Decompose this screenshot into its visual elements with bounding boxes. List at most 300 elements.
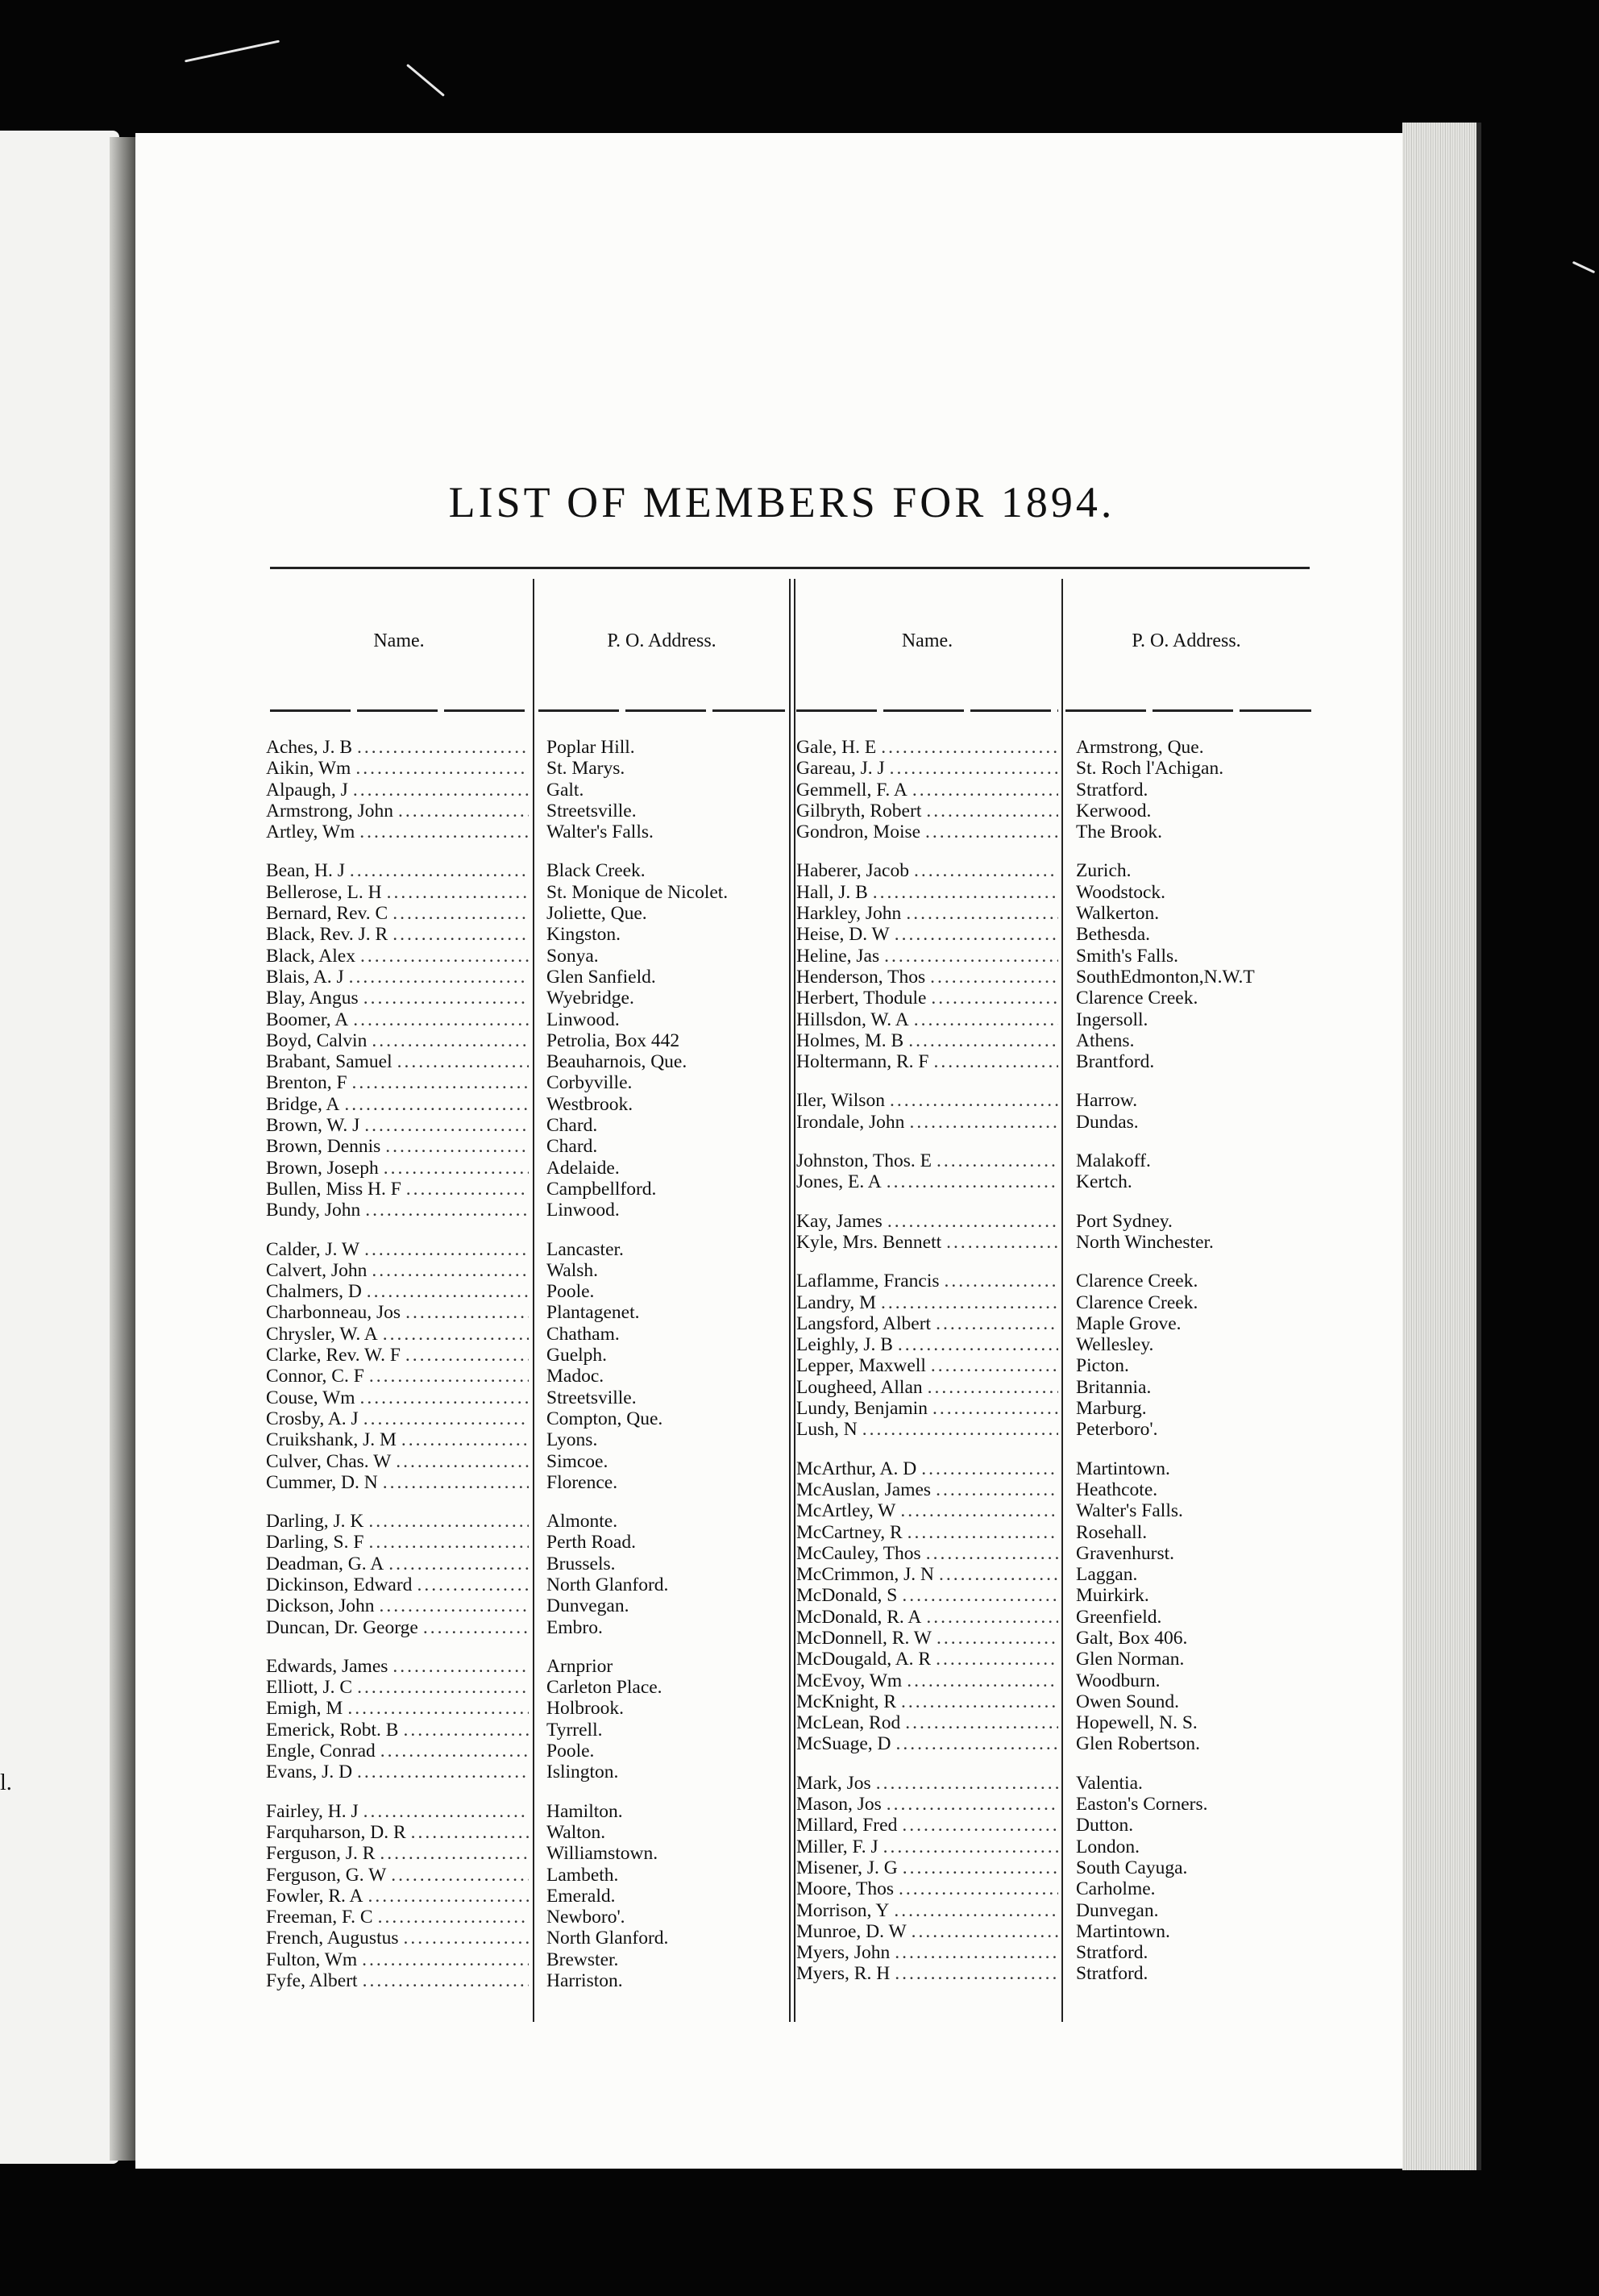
leader-dots <box>384 1554 529 1574</box>
leader-dots <box>909 1009 1058 1030</box>
member-address: Lyons. <box>546 1429 598 1451</box>
member-name: Johnston, Thos. E <box>796 1150 932 1172</box>
member-name-row <box>796 1398 1058 1419</box>
leader-dots <box>868 882 1058 903</box>
member-name: Elliott, J. C <box>266 1677 353 1699</box>
member-address: Walton. <box>546 1821 606 1843</box>
member-name: Black, Rev. J. R <box>266 924 388 946</box>
leader-dots <box>345 860 529 881</box>
leader-dots <box>355 946 529 967</box>
member-name: Culver, Chas. W <box>266 1450 392 1472</box>
member-address: Linwood. <box>546 1200 620 1221</box>
member-name: Mason, Jos <box>796 1794 882 1816</box>
member-name-row <box>266 780 529 801</box>
member-name: Langsford, Albert <box>796 1312 932 1334</box>
member-name: Clarke, Rev. W. F <box>266 1345 401 1366</box>
member-name-row <box>796 1500 1058 1521</box>
member-address: Harriston. <box>546 1970 623 1992</box>
leader-dots <box>921 1607 1058 1628</box>
member-name-row <box>266 860 529 881</box>
member-name: Aikin, Wm <box>266 758 351 780</box>
leader-dots <box>355 821 529 842</box>
member-address: Port Sydney. <box>1076 1210 1173 1232</box>
leader-dots <box>940 1271 1059 1292</box>
leader-dots <box>376 1741 529 1762</box>
leader-dots <box>347 1072 529 1093</box>
member-name-row <box>796 1030 1058 1051</box>
member-address: Clarence Creek. <box>1076 988 1198 1009</box>
member-name: Lepper, Maxwell <box>796 1355 926 1377</box>
leader-dots <box>897 1815 1058 1836</box>
member-address: Corbyville. <box>546 1072 633 1094</box>
member-name-row <box>796 988 1058 1009</box>
member-address: Perth Road. <box>546 1532 636 1554</box>
member-name: Hillsdon, W. A <box>796 1009 909 1030</box>
leader-dots <box>928 1398 1058 1419</box>
leader-dots <box>359 1115 529 1136</box>
member-name-row <box>796 1733 1058 1754</box>
leader-dots <box>931 1313 1058 1334</box>
leader-dots <box>890 924 1058 945</box>
member-name: McArthur, A. D <box>796 1458 917 1479</box>
right-addresses-column <box>1076 737 1318 1985</box>
member-name-row <box>796 1479 1058 1500</box>
member-name: Lundy, Benjamin <box>796 1398 928 1420</box>
member-name: Holtermann, R. F <box>796 1051 929 1073</box>
member-name: Chrysler, W. A <box>266 1323 378 1345</box>
leader-dots <box>891 1733 1058 1754</box>
film-scratch <box>185 40 280 63</box>
member-name-row <box>796 1522 1058 1543</box>
member-address: Dundas. <box>1076 1111 1139 1133</box>
leader-dots <box>375 1843 529 1864</box>
member-name: Chalmers, D <box>266 1281 362 1303</box>
member-name: Kyle, Mrs. Bennett <box>796 1231 942 1253</box>
member-name-row <box>266 1554 529 1574</box>
member-name: Alpaugh, J <box>266 779 348 801</box>
member-name: Emigh, M <box>266 1698 343 1720</box>
member-name-row <box>796 1773 1058 1794</box>
member-name: Iler, Wilson <box>796 1090 885 1112</box>
member-name: Brown, Joseph <box>266 1157 379 1179</box>
leader-dots <box>907 780 1058 801</box>
member-address: Sonya. <box>546 945 599 967</box>
member-name: Myers, R. H <box>796 1963 891 1985</box>
member-address: Martintown. <box>1076 1458 1170 1479</box>
member-name: Lush, N <box>796 1419 858 1441</box>
member-name: Gemmell, F. A <box>796 779 907 801</box>
member-name-row <box>796 1670 1058 1691</box>
leader-dots <box>871 1773 1058 1794</box>
leader-dots <box>364 1366 529 1387</box>
member-address: Wyebridge. <box>546 988 634 1009</box>
leader-dots <box>378 1324 529 1345</box>
member-name: Morrison, Y <box>796 1899 890 1921</box>
member-name-row <box>796 882 1058 903</box>
member-name-row <box>266 1886 529 1907</box>
member-address: Smith's Falls. <box>1076 945 1178 967</box>
leader-dots <box>388 903 529 924</box>
member-name: Bean, H. J <box>266 860 345 882</box>
member-name-row <box>266 1532 529 1553</box>
member-address: Embro. <box>546 1616 603 1638</box>
member-name-row <box>796 1271 1058 1292</box>
member-name-row <box>796 1564 1058 1585</box>
member-address: Brewster. <box>546 1949 619 1970</box>
member-name: Brenton, F <box>266 1072 347 1094</box>
member-name: McDougald, A. R <box>796 1649 932 1670</box>
member-name: Holmes, M. B <box>796 1029 904 1051</box>
leader-dots <box>920 821 1058 842</box>
member-name: McEvoy, Wm <box>796 1670 903 1691</box>
member-name: Couse, Wm <box>266 1387 355 1408</box>
member-address: The Brook. <box>1076 821 1163 843</box>
leader-dots <box>921 801 1058 821</box>
member-name-row <box>796 903 1058 924</box>
member-address: Brussels. <box>546 1553 616 1574</box>
member-address: Beauharnois, Que. <box>546 1051 687 1073</box>
member-name-row <box>266 1865 529 1886</box>
member-name: Bullen, Miss H. F <box>266 1178 401 1200</box>
member-address: Adelaide. <box>546 1157 620 1179</box>
member-name-row <box>266 801 529 821</box>
member-name: Bellerose, L. H <box>266 881 382 903</box>
member-name: McCrimmon, J. N <box>796 1564 935 1586</box>
leader-dots <box>374 1595 529 1616</box>
member-name-row <box>266 1677 529 1698</box>
member-name-row <box>796 1150 1058 1171</box>
leader-dots <box>916 1458 1058 1479</box>
member-address: Chard. <box>546 1115 598 1137</box>
leader-dots <box>380 1136 529 1157</box>
member-name-row <box>266 1009 529 1030</box>
left-addresses-column <box>546 737 788 1991</box>
leader-dots <box>397 1429 529 1450</box>
member-address: Kingston. <box>546 924 621 946</box>
member-address: Dunvegan. <box>546 1595 629 1617</box>
member-address: Galt, Box 406. <box>1076 1627 1188 1649</box>
member-address: Campbellford. <box>546 1178 657 1200</box>
member-name: Ferguson, J. R <box>266 1843 376 1865</box>
member-name: Farquharson, D. R <box>266 1821 406 1843</box>
member-name: Cummer, D. N <box>266 1471 378 1493</box>
header-name-left: Name. <box>373 630 425 651</box>
page-title: LIST OF MEMBERS FOR 1894. <box>448 478 1115 526</box>
member-name: Crosby, A. J <box>266 1408 359 1429</box>
member-address: Zurich. <box>1076 860 1132 882</box>
leader-dots <box>898 1857 1058 1878</box>
member-name-row <box>796 860 1058 881</box>
member-name-row <box>266 1762 529 1782</box>
member-name: Millard, Fred <box>796 1815 898 1836</box>
member-address: Almonte. <box>546 1511 618 1533</box>
member-address: Madoc. <box>546 1366 604 1387</box>
leader-dots <box>882 1794 1058 1815</box>
member-name: Misener, J. G <box>796 1857 898 1878</box>
member-name-row <box>796 1009 1058 1030</box>
member-name: Haberer, Jacob <box>796 860 909 882</box>
member-address: Simcoe. <box>546 1450 608 1472</box>
member-address: Kerwood. <box>1076 800 1152 821</box>
member-name: McSuage, D <box>796 1733 891 1755</box>
member-name-row <box>796 1900 1058 1921</box>
member-name-row <box>796 1171 1058 1192</box>
leader-dots <box>378 1472 529 1493</box>
member-name: Herbert, Thodule <box>796 988 927 1009</box>
member-name-row <box>266 1801 529 1822</box>
member-name-row <box>266 1345 529 1366</box>
header-address-right: P. O. Address. <box>1132 630 1241 651</box>
member-name: McDonald, S <box>796 1585 898 1607</box>
member-name-row <box>796 924 1058 945</box>
member-name: Blay, Angus <box>266 988 359 1009</box>
member-name-row <box>266 1656 529 1677</box>
leader-dots <box>903 1522 1058 1543</box>
member-name: Bundy, John <box>266 1200 361 1221</box>
member-name-row <box>796 1794 1058 1815</box>
leader-dots <box>929 1051 1059 1072</box>
leader-dots <box>879 946 1058 967</box>
member-name-row <box>796 1921 1058 1942</box>
leader-dots <box>931 1479 1058 1500</box>
member-address: Kertch. <box>1076 1171 1132 1193</box>
member-name: Fulton, Wm <box>266 1949 358 1970</box>
member-name-row <box>266 1051 529 1072</box>
member-address: Ingersoll. <box>1076 1009 1148 1030</box>
member-address: Westbrook. <box>546 1093 633 1115</box>
member-name: Duncan, Dr. George <box>266 1616 418 1638</box>
member-name-row <box>266 1949 529 1970</box>
member-address: North Glanford. <box>546 1574 669 1595</box>
member-address: Guelph. <box>546 1345 608 1366</box>
member-address: Carleton Place. <box>546 1677 662 1699</box>
member-address: London. <box>1076 1836 1140 1857</box>
member-name-row <box>266 1970 529 1991</box>
member-name: Gondron, Moise <box>796 821 921 843</box>
member-name-row <box>796 1628 1058 1649</box>
member-name: Fairley, H. J <box>266 1800 359 1822</box>
member-name: Evans, J. D <box>266 1762 353 1783</box>
leader-dots <box>373 1907 529 1928</box>
member-name: McDonald, R. A <box>796 1606 922 1628</box>
member-name-row <box>796 1712 1058 1733</box>
member-address: North Glanford. <box>546 1928 669 1949</box>
member-name-row <box>266 1200 529 1221</box>
member-name: Emerick, Robt. B <box>266 1719 399 1741</box>
member-address: Athens. <box>1076 1029 1135 1051</box>
member-name-row <box>266 903 529 924</box>
member-address: Stratford. <box>1076 1963 1148 1985</box>
member-name: Fowler, R. A <box>266 1885 363 1907</box>
leader-dots <box>923 1377 1058 1398</box>
leader-dots <box>883 1211 1058 1232</box>
member-name-row <box>266 1511 529 1532</box>
member-address: Peterboro'. <box>1076 1419 1158 1441</box>
leader-dots <box>907 1921 1058 1942</box>
member-name: Munroe, D. W <box>796 1920 907 1942</box>
member-name-row <box>266 1843 529 1864</box>
member-address: Wellesley. <box>1076 1334 1154 1356</box>
member-address: Holbrook. <box>546 1698 624 1720</box>
member-name-row <box>796 801 1058 821</box>
member-address: Lancaster. <box>546 1238 624 1260</box>
member-name-row <box>796 946 1058 967</box>
leader-dots <box>895 1500 1058 1521</box>
member-address: Hamilton. <box>546 1800 623 1822</box>
member-address: Picton. <box>1076 1355 1129 1377</box>
member-address: Walter's Falls. <box>1076 1500 1183 1522</box>
leader-dots <box>897 1585 1058 1606</box>
leader-dots <box>876 1292 1058 1313</box>
member-name: Jones, E. A <box>796 1171 882 1193</box>
member-name: Moore, Thos <box>796 1878 894 1900</box>
leader-dots <box>885 758 1058 779</box>
member-address: Maple Grove. <box>1076 1312 1182 1334</box>
leader-dots <box>934 1564 1058 1585</box>
leader-dots <box>379 1158 529 1179</box>
member-address: St. Monique de Nicolet. <box>546 881 729 903</box>
leader-dots <box>344 967 529 988</box>
member-address: Stratford. <box>1076 779 1148 801</box>
member-name: Freeman, F. C <box>266 1907 373 1928</box>
member-name-row <box>796 967 1058 988</box>
member-address: Armstrong, Que. <box>1076 737 1204 758</box>
leader-dots <box>921 1543 1058 1564</box>
member-address: Britannia. <box>1076 1376 1152 1398</box>
leader-dots <box>894 1878 1058 1899</box>
member-name-row <box>266 1408 529 1429</box>
member-address: Petrolia, Box 442 <box>546 1029 680 1051</box>
leader-dots <box>358 1970 529 1991</box>
member-name-row <box>266 821 529 842</box>
member-name: Deadman, G. A <box>266 1553 384 1574</box>
member-address: St. Marys. <box>546 758 625 780</box>
member-name-row <box>796 1051 1058 1072</box>
member-name: Hall, J. B <box>796 881 868 903</box>
leader-dots <box>401 1179 529 1200</box>
leader-dots <box>360 1200 529 1221</box>
member-address: Dutton. <box>1076 1815 1134 1836</box>
member-name: Bridge, A <box>266 1093 340 1115</box>
member-address: Williamstown. <box>546 1843 658 1865</box>
member-name: Edwards, James <box>266 1655 388 1677</box>
member-name-row <box>266 1698 529 1719</box>
leader-dots <box>932 1150 1058 1171</box>
member-address: Easton's Corners. <box>1076 1794 1208 1816</box>
member-address: Lambeth. <box>546 1864 619 1886</box>
leader-dots <box>893 1334 1058 1355</box>
leader-dots <box>348 1009 529 1030</box>
member-name-row <box>266 1136 529 1157</box>
member-name: Leighly, J. B <box>796 1334 893 1356</box>
member-address: Walkerton. <box>1076 903 1160 925</box>
header-name-right: Name. <box>901 630 953 651</box>
member-address: Black Creek. <box>546 860 646 882</box>
member-name: Miller, F. J <box>796 1836 878 1857</box>
leader-dots <box>352 737 529 758</box>
member-name-row <box>796 1585 1058 1606</box>
member-name-row <box>266 737 529 758</box>
member-name: Connor, C. F <box>266 1366 364 1387</box>
member-address: Martintown. <box>1076 1920 1170 1942</box>
leader-dots <box>896 1691 1058 1712</box>
member-name-row <box>266 1472 529 1493</box>
member-name: Gilbryth, Robert <box>796 800 922 821</box>
member-name-row <box>796 1815 1058 1836</box>
header-rule <box>538 709 785 712</box>
member-name: Laflamme, Francis <box>796 1271 940 1292</box>
member-name-row <box>266 1158 529 1179</box>
member-name-row <box>796 1355 1058 1376</box>
member-name: Boyd, Calvin <box>266 1029 368 1051</box>
leader-dots <box>941 1232 1058 1253</box>
member-name: McArtley, W <box>796 1500 896 1522</box>
member-name-row <box>796 1112 1058 1133</box>
member-address: Tyrrell. <box>546 1719 603 1741</box>
member-name: Brown, W. J <box>266 1115 360 1137</box>
member-address: Harrow. <box>1076 1090 1138 1112</box>
member-name-row <box>796 1836 1058 1857</box>
leader-dots <box>362 1281 529 1302</box>
leader-dots <box>398 1720 529 1741</box>
member-name: Heline, Jas <box>796 945 880 967</box>
leader-dots <box>388 924 529 945</box>
leader-dots <box>931 1649 1058 1670</box>
member-name: Darling, S. F <box>266 1532 364 1554</box>
leader-dots <box>903 1030 1058 1051</box>
member-name: McCartney, R <box>796 1521 903 1543</box>
member-address: Newboro'. <box>546 1907 625 1928</box>
member-name-row <box>796 1313 1058 1334</box>
member-name-row <box>796 1963 1058 1984</box>
leader-dots <box>388 1656 529 1677</box>
leader-dots <box>406 1822 529 1843</box>
leader-dots <box>367 1030 529 1051</box>
member-address: Compton, Que. <box>546 1408 663 1429</box>
member-name: Irondale, John <box>796 1111 905 1133</box>
member-name-row <box>266 1907 529 1928</box>
member-name: Boomer, A <box>266 1009 349 1030</box>
member-address: SouthEdmonton,N.W.T <box>1076 966 1255 988</box>
leader-dots <box>926 988 1058 1009</box>
member-name-row <box>266 1366 529 1387</box>
member-address: Dunvegan. <box>1076 1899 1159 1921</box>
member-name-row <box>266 1115 529 1136</box>
member-name-row <box>266 1574 529 1595</box>
member-address: Glen Norman. <box>1076 1649 1185 1670</box>
page-block-edge <box>1402 123 1481 2170</box>
member-name-row <box>796 737 1058 758</box>
member-name: Bernard, Rev. C <box>266 903 388 925</box>
member-address: Plantagenet. <box>546 1302 640 1324</box>
member-name: Blais, A. J <box>266 966 344 988</box>
member-address: Heathcote. <box>1076 1479 1158 1500</box>
member-name-row <box>266 1302 529 1323</box>
member-name: Charbonneau, Jos <box>266 1302 401 1324</box>
leader-dots <box>386 1865 529 1886</box>
leader-dots <box>399 1928 530 1949</box>
member-name-row <box>796 1543 1058 1564</box>
member-name: McLean, Rod <box>796 1712 901 1734</box>
member-address: Malakoff. <box>1076 1150 1151 1172</box>
header-rule <box>796 709 1058 712</box>
member-address: Brantford. <box>1076 1051 1155 1073</box>
leader-dots <box>352 1677 529 1698</box>
member-name: Henderson, Thos <box>796 966 926 988</box>
member-name-row <box>796 780 1058 801</box>
member-name: Black, Alex <box>266 945 355 967</box>
member-name-row <box>266 758 529 779</box>
